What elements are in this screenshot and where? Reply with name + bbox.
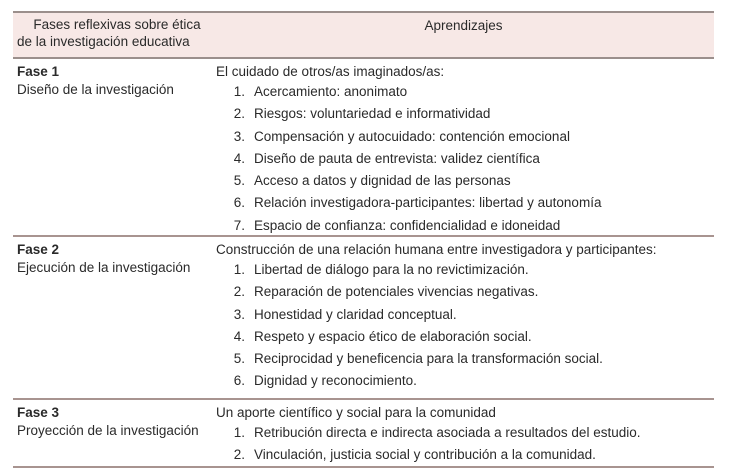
header-phases-line1: Fases reflexivas sobre ética (33, 17, 201, 32)
phase-label: Fase 2 (17, 242, 60, 257)
list-item (216, 81, 714, 103)
learnings-list (216, 81, 714, 237)
learnings-intro: El cuidado de otros/as imaginados/as: (216, 64, 445, 79)
list-item (216, 259, 714, 281)
item-number: 6. (233, 195, 245, 211)
list-item (216, 126, 714, 148)
learnings-cell (216, 59, 714, 239)
list-item (216, 304, 714, 326)
item-number: 4. (233, 328, 245, 344)
learnings-cell (216, 237, 714, 395)
item-text: Acceso a datos y dignidad de las personas (254, 173, 511, 189)
item-text: Reciprocidad y beneficencia para la transformación social. (254, 351, 603, 367)
item-text: Vinculación, justicia social y contribución a la comunidad. (254, 447, 596, 463)
list-item (216, 170, 714, 192)
item-number: 2. (233, 284, 245, 300)
item-text: Riesgos: voluntariedad e informatividad (254, 106, 491, 122)
item-text: Espacio de confianza: confidencialidad e idoneidad (254, 217, 561, 233)
item-text: Retribución directa e indirecta asociada a resultados del estudio. (254, 425, 641, 440)
item-text: Respeto y espacio ético de elaboración social. (254, 328, 532, 344)
item-number: 6. (233, 373, 245, 389)
table-header (13, 11, 714, 59)
table-row (13, 237, 714, 400)
item-text: Reparación de potenciales vivencias negativas. (254, 284, 539, 300)
item-number: 3. (233, 128, 245, 144)
list-item (216, 348, 714, 370)
header-learnings: Aprendizajes (424, 18, 503, 33)
item-text: Acercamiento: anonimato (254, 84, 408, 99)
list-item (216, 215, 714, 237)
item-number: 1. (233, 84, 245, 99)
list-item (216, 326, 714, 348)
table-row (13, 400, 714, 468)
item-text: Honestidad y claridad conceptual. (254, 306, 457, 322)
item-number: 5. (233, 351, 245, 367)
table-row (13, 59, 714, 237)
item-number: 1. (233, 425, 245, 440)
item-text: Dignidad y reconocimiento. (254, 373, 417, 389)
item-text: Compensación y autocuidado: contención emocional (254, 128, 570, 144)
phase-name: Proyección de la investigación (17, 423, 199, 438)
list-item (216, 281, 714, 303)
list-item (216, 422, 714, 444)
item-number: 4. (233, 150, 245, 166)
list-item (216, 103, 714, 125)
item-number: 7. (233, 217, 245, 233)
item-text: Libertad de diálogo para la no revictimización. (254, 262, 529, 277)
phase-cell (17, 404, 212, 440)
learnings-list (216, 422, 714, 467)
phase-name: Diseño de la investigación (17, 82, 174, 97)
phase-name: Ejecución de la investigación (17, 260, 191, 275)
item-text: Diseño de pauta de entrevista: validez científica (254, 150, 540, 166)
header-phases (17, 16, 217, 50)
learnings-intro: Un aporte científico y social para la comunidad (216, 405, 496, 420)
item-number: 2. (233, 447, 245, 463)
learnings-list (216, 259, 714, 393)
learnings-cell (216, 400, 714, 469)
phase-cell (17, 63, 212, 99)
item-number: 3. (233, 306, 245, 322)
phase-label: Fase 3 (17, 405, 60, 420)
item-number: 1. (233, 262, 245, 277)
item-number: 5. (233, 173, 245, 189)
phase-label: Fase 1 (17, 64, 60, 79)
header-phases-line2: de la investigación educativa (17, 34, 190, 49)
item-number: 2. (233, 106, 245, 122)
list-item (216, 444, 714, 466)
list-item (216, 370, 714, 392)
learnings-intro: Construcción de una relación humana entre investigadora y participantes: (216, 242, 657, 257)
phase-cell (17, 241, 212, 277)
list-item (216, 192, 714, 214)
item-text: Relación investigadora-participantes: libertad y autonomía (254, 195, 602, 211)
ethics-phases-table (13, 11, 714, 468)
list-item (216, 148, 714, 170)
